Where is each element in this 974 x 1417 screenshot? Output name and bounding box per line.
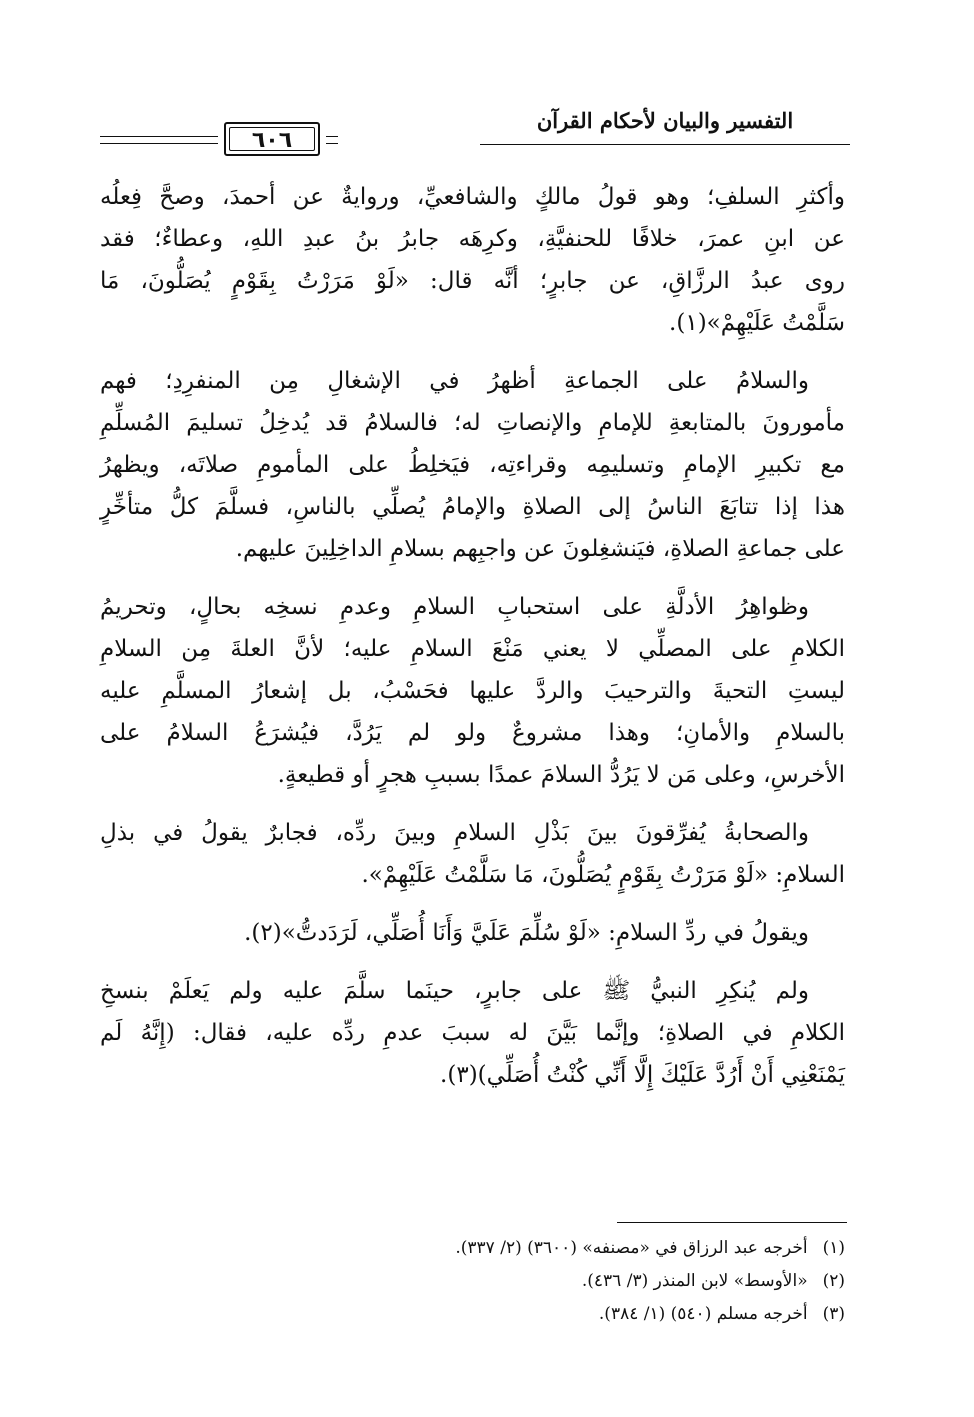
text-line: عن ابنِ عمرَ، خلافًا للحنفيَّةِ، وكرِهَه جابرُ بنُ عبدِ اللهِ، وعطاءٌ؛ فقد (100, 226, 845, 252)
text-line: بالسلامِ والأمانِ؛ وهذا مشروعٌ ولو لم يَرُدَّ، فيُشرَعُ السلامُ على (100, 720, 845, 746)
footnote-number: (٢) (822, 1271, 845, 1291)
footnote-number: (٣) (822, 1304, 845, 1324)
text-line: سَلَّمْتُ عَلَيْهِمْ»(١). (669, 310, 845, 336)
page-header (100, 88, 850, 160)
footnote-number: (١) (822, 1238, 845, 1258)
footnote-1 (100, 1232, 845, 1265)
text-line: ولم يُنكِرِ النبيُّ ﷺ على جابرٍ، حينَما سلَّمَ عليه ولم يَعلَمْ بنسخِ (100, 978, 809, 1004)
text-line: روى عبدُ الرزَّاقِ، عن جابرٍ؛ أنَّه قال: «لَوْ مَرَرْتُ بِقَوْمٍ يُصَلُّونَ، مَا (100, 268, 845, 294)
footnote-text: أخرجه مسلم (٥٤٠) (١/ ٣٨٤). (598, 1304, 808, 1324)
text-line: السلامِ: «لَوْ مَرَرْتُ بِقَوْمٍ يُصَلُّونَ، مَا سَلَّمْتُ عَلَيْهِمْ». (361, 862, 845, 888)
text-line: يَمْنَعْنِي أَنْ أَرُدَّ عَلَيْكَ إِلَّا أَنِّي كُنْتُ أُصَلِّي)(٣). (440, 1062, 845, 1088)
paragraph-2 (100, 360, 845, 570)
footnote-separator (617, 1222, 847, 1223)
text-line: هذا إذا تتابَعَ الناسُ إلى الصلاةِ والإمامُ يُصلِّي بالناسِ، فسلَّمَ كلُّ متأخِّرٍ (100, 494, 845, 520)
text-line: والصحابةُ يُفرِّقونَ بينَ بَذْلِ السلامِ وبينَ ردِّه، فجابرٌ يقولُ في بذلِ (100, 820, 809, 846)
text-line: وأكثرِ السلفِ؛ وهو قولُ مالكٍ والشافعيِّ، وروايةٌ عن أحمدَ، وصحَّ فِعلُه (100, 184, 845, 210)
text-line: الأخرسِ، وعلى مَن لا يَرُدُّ السلامَ عمدًا بسببِ هجرٍ أو قطيعةٍ. (277, 762, 845, 788)
text-line: وظواهِرُ الأدلَّةِ على استحبابِ السلامِ وعدمِ نسخِه بحالٍ، وتحريمُ (100, 594, 809, 620)
text-line: ليستِ التحيةَ والترحيبَ والردَّ عليها فحَسْبُ، بل إشعارُ المسلَّمِ عليه (100, 678, 845, 704)
footnote-3 (100, 1298, 845, 1331)
header-ornament-right (326, 136, 338, 144)
footnotes (100, 1232, 845, 1331)
text-line: ويقولُ في ردِّ السلامِ: «لَوْ سُلِّمَ عَلَيَّ وَأَنَا أُصَلِّي، لَرَدَدتُّ»(٢). (244, 920, 809, 946)
footnote-2 (100, 1265, 845, 1298)
text-line: الكلامِ في الصلاةِ؛ وإنَّما بَيَّنَ له سببَ عدمِ ردِّه عليه، فقال: (إِنَّهُ لَم (100, 1020, 845, 1046)
text-line: الكلامِ على المصلِّي لا يعني مَنْعَ السلامِ عليه؛ لأنَّ العلةَ مِن السلامِ (100, 636, 845, 662)
header-ornament-left (100, 136, 218, 144)
footnote-text: «الأوسط» لابن المنذر (٣/ ٤٣٦). (581, 1271, 808, 1291)
paragraph-1 (100, 176, 845, 344)
text-line: على جماعةِ الصلاةِ، فيَنشغِلونَ عن واجبِهم بسلامِ الداخِلِينَ عليهم. (235, 536, 845, 562)
header-rule (480, 144, 850, 145)
paragraph-3 (100, 586, 845, 796)
text-line: مأمورونَ بالمتابعةِ للإمامِ والإنصاتِ له؛ فالسلامُ قد يُدخِلُ تسليمَ المُسلِّمِ (100, 410, 845, 436)
paragraph-4 (100, 812, 845, 896)
main-text (100, 176, 845, 1112)
paragraph-5 (100, 912, 845, 954)
text-line: والسلامُ على الجماعةِ أظهرُ في الإشغالِ مِن المنفرِدِ؛ فهم (100, 368, 809, 394)
footnote-text: أخرجه عبد الرزاق في «مصنفه» (٣٦٠٠) (٢/ ٣٣٧). (455, 1238, 808, 1258)
paragraph-6 (100, 970, 845, 1096)
page-number: ٦٠٦ (224, 122, 320, 156)
text-line: مع تكبيرِ الإمامِ وتسليمِه وقراءتِه، فيَخلِطُ على المأمومِ صلاتَه، ويظهرُ (100, 452, 845, 478)
book-title: التفسير والبيان لأحكام القرآن (536, 108, 794, 133)
